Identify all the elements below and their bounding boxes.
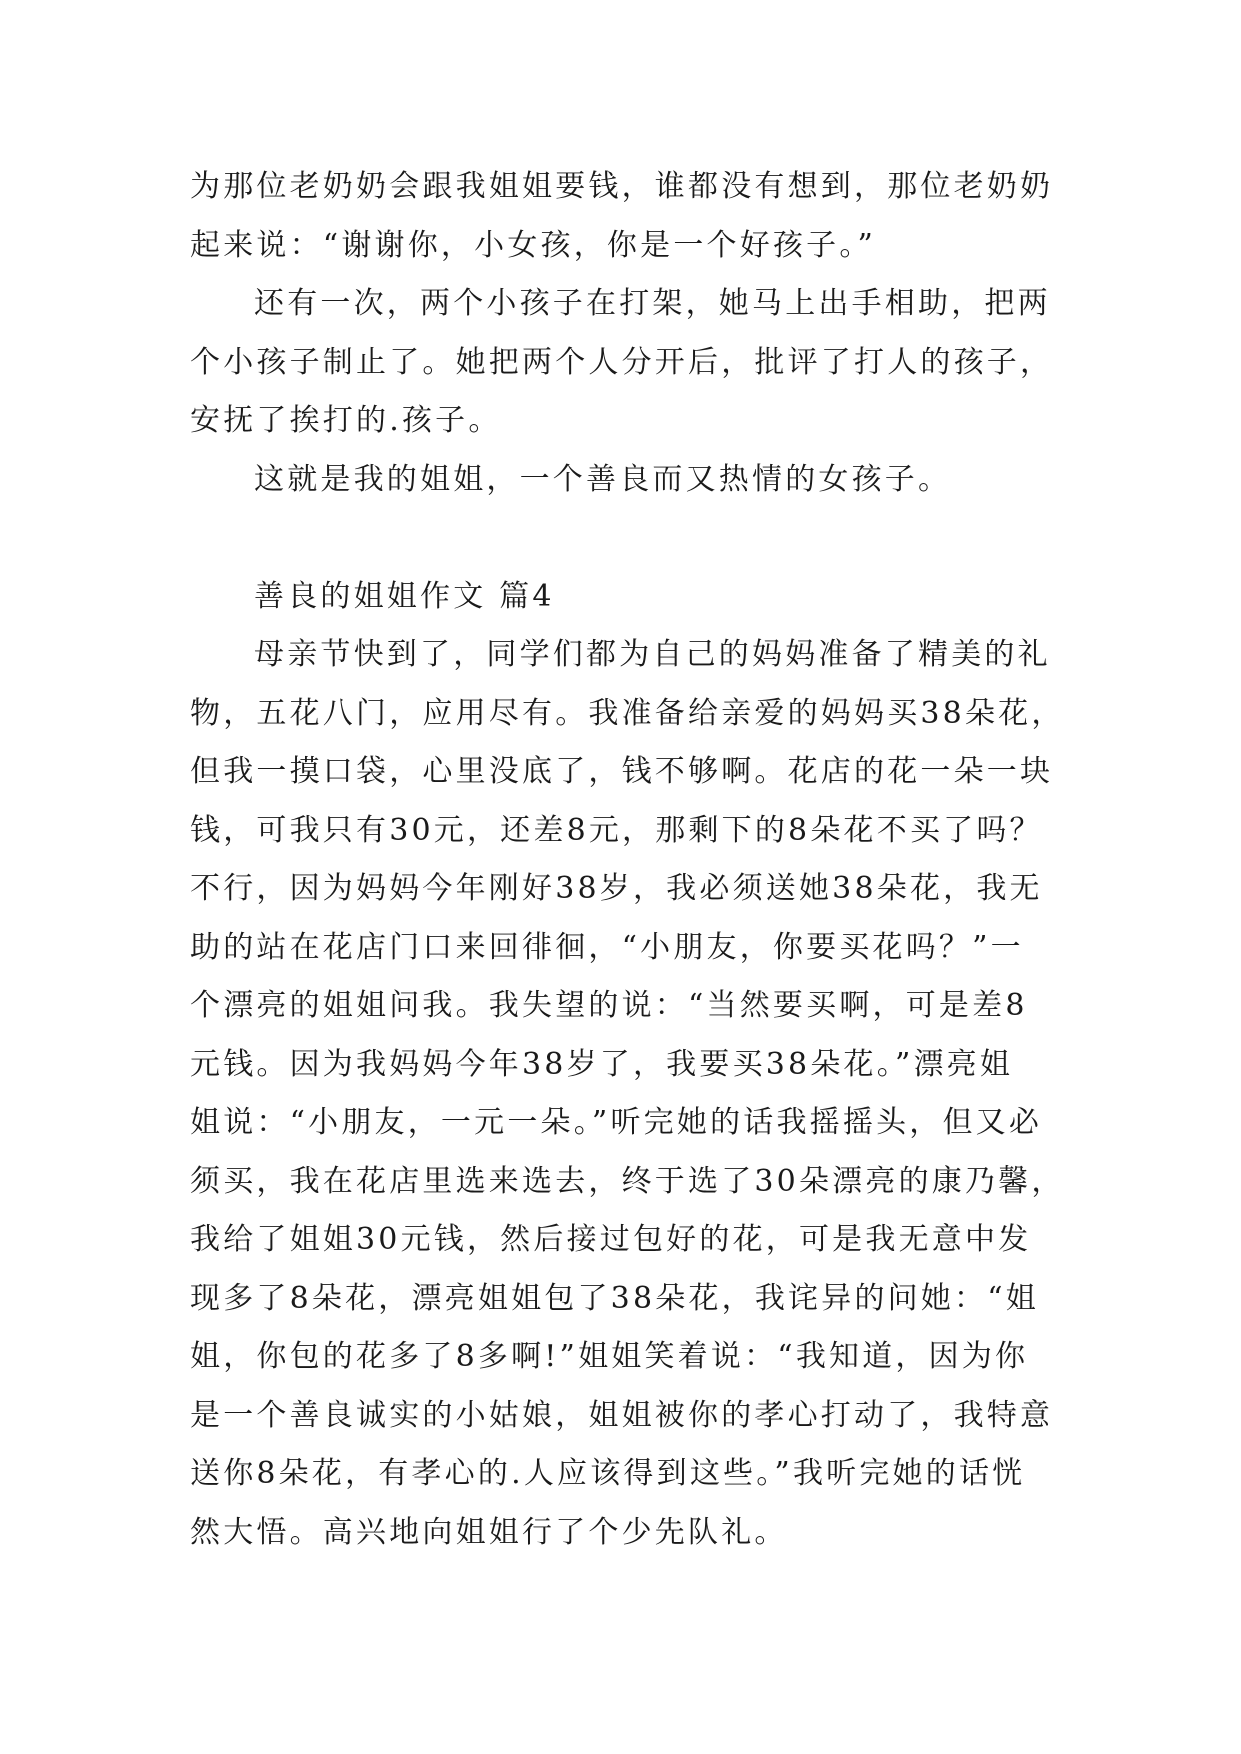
text-line: 元钱。因为我妈妈今年38岁了，我要买38朵花。”漂亮姐 [190,1046,1014,1082]
text-line: 我给了姐姐30元钱，然后接过包好的花，可是我无意中发 [190,1222,1032,1257]
text-line: 现多了8朵花，漂亮姐姐包了38朵花，我诧异的问她：“姐 [190,1280,1039,1316]
section-gap [190,509,1070,568]
text-line: 是一个善良诚实的小姑娘，姐姐被你的孝心打动了，我特意 [190,1397,1054,1433]
text-line: 个漂亮的姐姐问我。我失望的说：“当然要买啊，可是差8 [190,988,1028,1023]
text-line: 物，五花八门，应用尽有。我准备给亲爱的妈妈买38朵花， [190,695,1065,731]
document-body [190,158,1070,1562]
text-line: 送你8朵花，有孝心的.人应该得到这些。”我听完她的话恍 [190,1456,1026,1491]
text-line: 但我一摸口袋，心里没底了，钱不够啊。花店的花一朵一块 [190,754,1054,789]
text-line: 助的站在花店门口来回徘徊，“小朋友，你要买花吗？”一 [190,929,1024,965]
text-line: 个小孩子制止了。她把两个人分开后，批评了打人的孩子， [190,344,1054,380]
paragraph-start-line: 这就是我的姐姐，一个善良而又热情的女孩子。 [254,461,952,497]
text-line: 姐说：“小朋友，一元一朵。”听完她的话我摇摇头，但又必 [190,1105,1043,1140]
paragraph-start-line: 母亲节快到了，同学们都为自己的妈妈准备了精美的礼 [254,637,1051,672]
text-line: 须买，我在花店里选来选去，终于选了30朵漂亮的康乃馨， [190,1163,1065,1199]
text-line: 姐，你包的花多了8多啊!”姐姐笑着说：“我知道，因为你 [190,1339,1029,1374]
text-line: 然大悟。高兴地向姐姐行了个少先队礼。 [190,1514,788,1550]
text-line: 钱，可我只有30元，还差8元，那剩下的8朵花不买了吗？ [190,812,1043,848]
text-line: 不行，因为妈妈今年刚好38岁，我必须送她38朵花，我无 [190,871,1043,906]
text-line: 起来说：“谢谢你，小女孩，你是一个好孩子。” [190,227,877,263]
text-line: 为那位老奶奶会跟我姐姐要钱，谁都没有想到，那位老奶奶 [190,169,1054,204]
section-heading: 善良的姐姐作文 篇4 [254,578,555,614]
paragraph-start-line: 还有一次，两个小孩子在打架，她马上出手相助，把两 [254,286,1051,321]
text-line: 安抚了挨打的.孩子。 [190,403,502,438]
